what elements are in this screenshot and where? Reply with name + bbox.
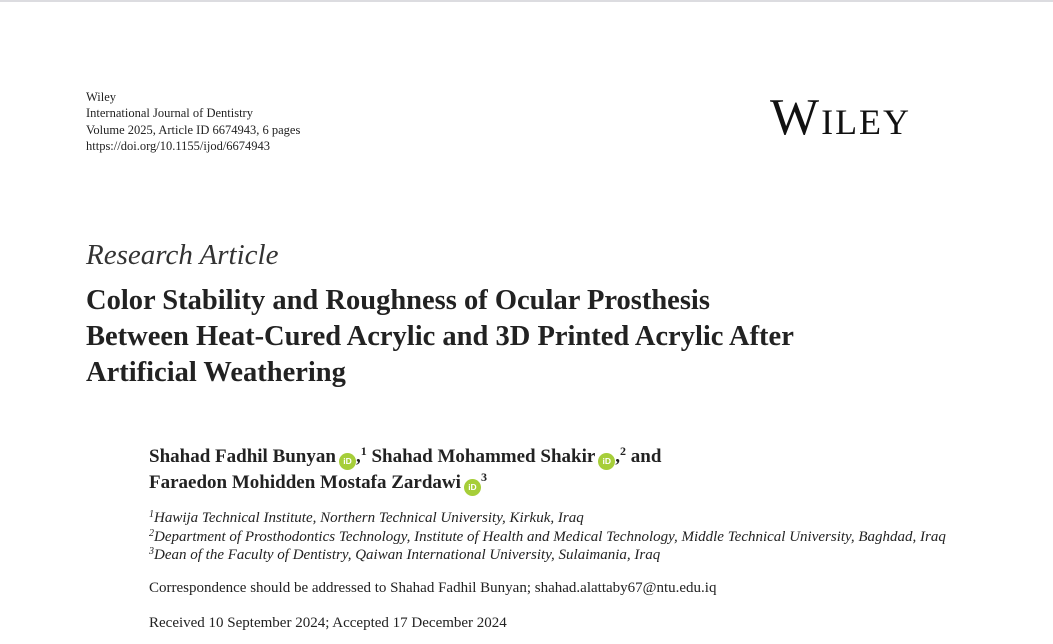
affiliation-number: 1 <box>149 509 154 520</box>
affiliation-list <box>149 509 946 565</box>
affiliation-item <box>149 528 946 547</box>
affiliation-ref: 1 <box>360 444 367 458</box>
orcid-icon[interactable]: iD <box>464 479 481 496</box>
title-line: Between Heat-Cured Acrylic and 3D Printed Acrylic After <box>86 321 794 352</box>
article-type: Research Article <box>86 239 279 271</box>
journal-meta <box>86 89 300 154</box>
publisher-name: Wiley <box>86 90 117 104</box>
doi-link[interactable]: https://doi.org/10.1155/ijod/6674943 <box>86 138 271 153</box>
affiliation-text: Dean of the Faculty of Dentistry, Qaiwan International University, Sulaimania, Iraq <box>154 547 661 563</box>
affiliation-item <box>149 546 946 565</box>
author-line <box>149 470 661 496</box>
author-name[interactable]: Shahad Mohammed Shakir <box>371 446 596 467</box>
affiliation-item <box>149 509 946 528</box>
affiliation-ref: 2 <box>620 444 627 458</box>
author-conjunction: and <box>630 446 662 467</box>
affiliation-number: 2 <box>149 527 154 539</box>
correspondence: Correspondence should be addressed to Shahad Fadhil Bunyan; shahad.alattaby67@ntu.edu.iq <box>149 580 717 596</box>
journal-name: International Journal of Dentistry <box>86 106 253 121</box>
article-title <box>86 283 966 391</box>
affiliation-text: Department of Prosthodontics Technology, Institute of Health and Medical Technology, Middle Technical University, Baghdad, Iraq <box>154 528 946 545</box>
affiliation-text: Hawija Technical Institute, Northern Technical University, Kirkuk, Iraq <box>154 510 584 526</box>
title-line: Color Stability and Roughness of Ocular Prosthesis <box>86 285 710 316</box>
title-line: Artificial Weathering <box>86 357 346 388</box>
volume-info: Volume 2025, Article ID 6674943, 6 pages <box>86 122 301 137</box>
wiley-logo: Wiley <box>770 89 912 146</box>
publication-dates: Received 10 September 2024; Accepted 17 December 2024 <box>149 615 507 631</box>
top-border <box>0 0 1053 2</box>
author-list <box>149 444 661 496</box>
affiliation-ref: 3 <box>480 470 487 484</box>
author-name[interactable]: Shahad Fadhil Bunyan <box>149 446 336 467</box>
orcid-icon[interactable]: iD <box>339 453 356 470</box>
affiliation-number: 3 <box>149 546 154 557</box>
author-line: Shahad Fadhil Bunyan iD ,$^1$ Shahad Mohammed Shakir iD ,$^2$ and <box>149 444 661 470</box>
author-name[interactable]: Faraedon Mohidden Mostafa Zardawi <box>149 472 461 493</box>
orcid-icon[interactable]: iD <box>598 453 615 470</box>
